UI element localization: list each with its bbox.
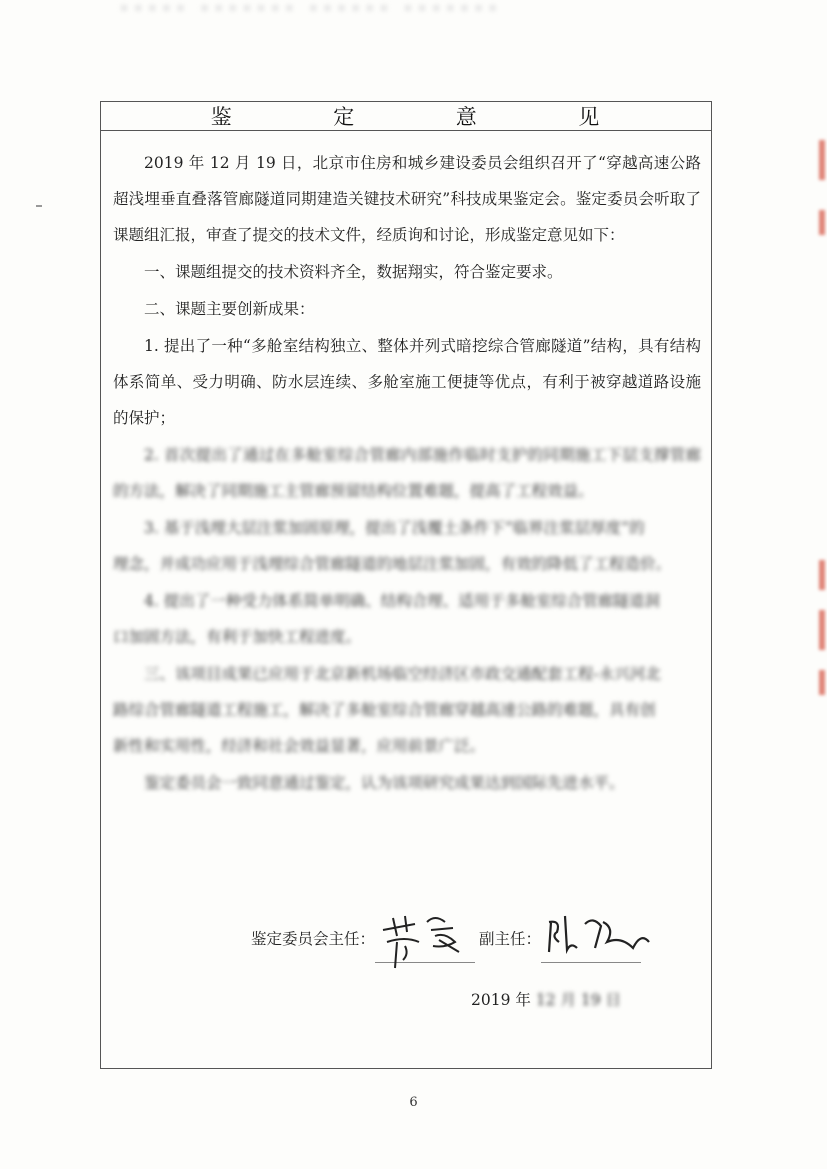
- innovation-1-text: 1. 提出了一种“多舱室结构独立、整体并列式暗挖综合管廊隧道”结构，具有结构体系简单、受力明确、防水层连续、多舱室施工便捷等优点，有利于被穿越道路设施的保护；: [113, 337, 701, 427]
- scan-speck: [36, 205, 42, 207]
- date-month: 12 月: [535, 991, 576, 1009]
- chair-label: 鉴定委员会主任：: [251, 929, 376, 948]
- header-char-3: 意: [455, 105, 479, 129]
- conclusion-paragraph: 鉴定委员会一致同意通过鉴定，认为该项研究成果达到国际先进水平。: [144, 774, 625, 792]
- page-number: 6: [409, 1095, 418, 1110]
- opinion-form: [100, 101, 712, 1069]
- innovation-4-line-a: 4. 提出了一种受力体系简单明确、结构合理、适用于多舱室综合管廊隧道洞: [144, 592, 660, 610]
- header-char-1: 鉴: [210, 105, 234, 129]
- point-2-paragraph: 二、课题主要创新成果：: [144, 300, 315, 318]
- form-header: [101, 102, 711, 131]
- form-body: [101, 131, 711, 801]
- date-row: [471, 988, 621, 1010]
- innovation-3-line-a: 3. 基于浅埋大层注浆加固原理，提出了浅覆土条件下“临界注浆层厚度”的: [144, 519, 645, 537]
- point-1-paragraph: 一、课题组提交的技术资料齐全，数据翔实，符合鉴定要求。: [144, 263, 563, 281]
- innovation-1-paragraph: [113, 328, 701, 436]
- date-day: 19 日: [580, 991, 622, 1009]
- signature-row: [251, 912, 645, 963]
- date-year: 2019 年: [471, 991, 531, 1009]
- intro-paragraph: 2019 年 12 月 19 日，北京市住房和城乡建设委员会组织召开了“穿越高速公路超浅埋垂直叠落管廊隧道同期建造关键技术研究”科技成果鉴定会。鉴定委员会听取了课题组汇报，审查了提交的技术文件，经质询和讨论，形成鉴定意见如下：: [113, 154, 701, 244]
- point-3-line-c: 新性和实用性，经济和社会效益显著，应用前景广泛。: [113, 737, 486, 755]
- innovation-4-line-b: 口加固方法，有利于加快工程进度。: [113, 628, 362, 646]
- red-seal-edge: [815, 140, 827, 700]
- vice-signature: [541, 912, 641, 963]
- bleed-through-text: ▪▪▪▪▪ ▪▪▪▪▪▪▪ ▪▪▪▪▪▪ ▪▪▪▪▪▪▪: [120, 0, 503, 14]
- vice-label: 副主任：: [479, 929, 542, 948]
- header-char-2: 定: [333, 105, 357, 129]
- point-3-line-a: 三、该项目成果已应用于北京新机场临空经济区市政交通配套工程-永兴河北: [144, 665, 661, 683]
- header-char-4: 见: [578, 105, 602, 129]
- innovation-3-line-b: 理念，并成功应用于浅埋综合管廊隧道的地层注浆加固，有效的降低了工程造价。: [113, 555, 672, 573]
- chair-signature: [375, 912, 475, 963]
- innovation-2-paragraph: 2. 首次提出了通过在多舱室综合管廊内部施作临时支护的同期施工下层支撑管廊的方法，解决了同期施工主管廊预留结构位置难题，提高了工程效益。: [113, 446, 701, 500]
- point-3-line-b: 路综合管廊隧道工程施工，解决了多舱室综合管廊穿越高速公路的难题，具有创: [113, 701, 656, 719]
